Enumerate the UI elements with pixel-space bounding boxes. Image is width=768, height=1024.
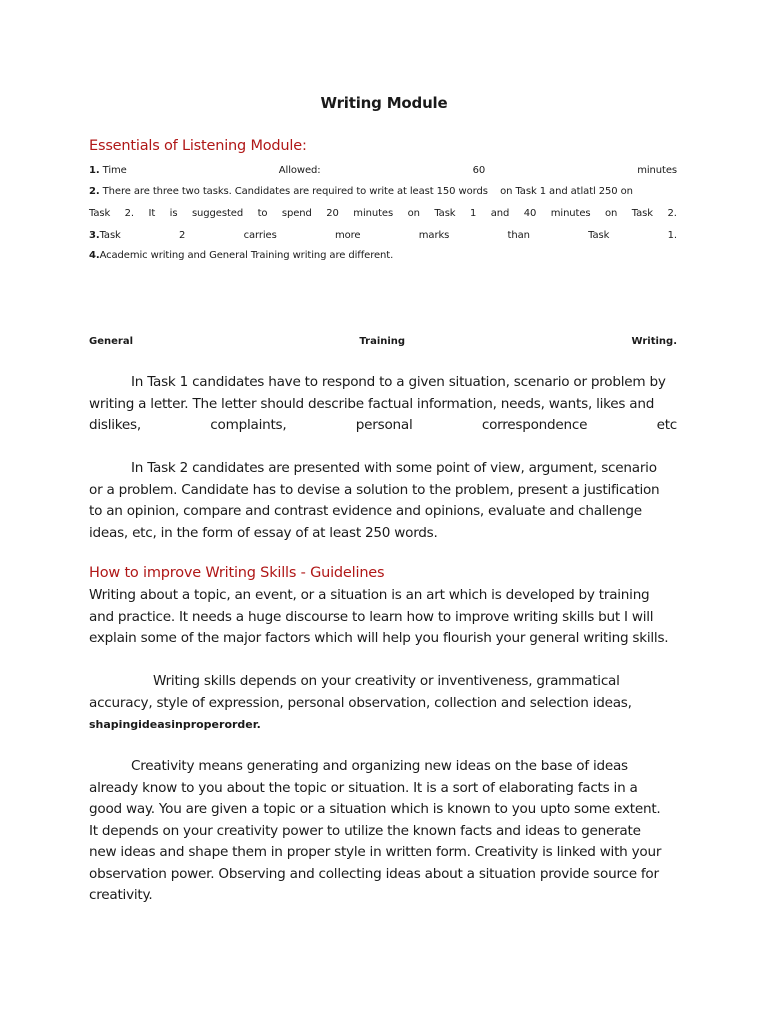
- word: complaints,: [210, 417, 287, 433]
- paragraph-line: or a problem. Candidate has to devise a solution to the problem, present a justification: [89, 481, 660, 498]
- word: 2.: [124, 208, 135, 219]
- paragraph-task1: [89, 372, 677, 437]
- paragraph-line: [89, 415, 677, 437]
- paragraph-line: accuracy, style of expression, personal observation, collection and selection ideas,: [89, 694, 632, 711]
- word: 2.: [667, 208, 677, 219]
- word: more: [334, 230, 361, 241]
- paragraph-creativity: [89, 756, 677, 907]
- paragraph-line: explain some of the major factors which will help you flourish your general writing skills.: [89, 630, 669, 646]
- paragraph-line: Writing about a topic, an event, or a situation is an art which is developed by training: [89, 587, 650, 603]
- word: Task: [434, 208, 456, 219]
- paragraph-skills: [89, 671, 677, 736]
- item-number: 4.: [89, 250, 100, 261]
- item-number: 1.: [89, 165, 100, 176]
- subheading-word: Writing.: [631, 336, 677, 347]
- word: 2: [179, 230, 186, 241]
- list-item-4: [89, 250, 677, 261]
- word: etc: [656, 417, 677, 433]
- paragraph-line: and practice. It needs a huge discourse to learn how to improve writing skills but I will: [89, 608, 654, 625]
- paragraph-line: new ideas and shape them in proper style in written form. Creativity is linked with your: [89, 844, 662, 860]
- paragraph-line: already know to you about the topic or situation. It is a sort of elaborating facts in a: [89, 779, 638, 796]
- list-item-3: 3.Task 2 carries more marks than Task 1.: [89, 230, 677, 241]
- word: Task: [631, 208, 653, 219]
- paragraph-line: Creativity means generating and organizing new ideas on the base of ideas: [131, 758, 628, 774]
- word: Task: [89, 208, 111, 219]
- paragraph-line: Writing skills depends on your creativity or inventiveness, grammatical: [153, 673, 620, 689]
- word: on: [605, 208, 618, 219]
- paragraph-task2: [89, 458, 677, 544]
- word: is: [169, 208, 178, 219]
- subheading-general-training: [89, 336, 677, 347]
- item-number: 3.: [89, 230, 100, 241]
- word: minutes: [550, 208, 591, 219]
- word: and: [490, 208, 510, 219]
- word: 40: [523, 208, 537, 219]
- word: spend: [281, 208, 312, 219]
- paragraph-line: In Task 1 candidates have to respond to a given situation, scenario or problem by: [131, 374, 666, 390]
- word: It: [148, 208, 156, 219]
- paragraph-line: In Task 2 candidates are presented with some point of view, argument, scenario: [131, 460, 657, 476]
- section-heading-guidelines: How to improve Writing Skills - Guidelines: [89, 565, 385, 581]
- page-title: Writing Module: [320, 94, 448, 112]
- item-text: Time: [102, 165, 127, 176]
- list-item-2: [89, 186, 677, 197]
- item-text: There are three two tasks. Candidates are required to write at least 150 words on Task 1 and atlatl 250 on: [102, 186, 633, 197]
- word: 1.: [667, 230, 677, 241]
- word: to: [257, 208, 268, 219]
- item-number: 2.: [89, 186, 100, 197]
- item-text: minutes: [637, 165, 677, 176]
- paragraph-line: observation power. Observing and collecting ideas about a situation provide source for: [89, 865, 659, 882]
- section-heading-listening: Essentials of Listening Module:: [89, 138, 307, 154]
- word: marks: [418, 230, 450, 241]
- paragraph-line: to an opinion, compare and contrast evidence and opinions, evaluate and challenge: [89, 503, 642, 519]
- word: carries: [243, 230, 277, 241]
- word: 1: [469, 208, 477, 219]
- paragraph-line: good way. You are given a topic or a situation which is known to you upto some extent.: [89, 801, 661, 817]
- word: suggested: [191, 208, 244, 219]
- paragraph-line: ideas, etc, in the form of essay of at least 250 words.: [89, 524, 438, 541]
- subheading-word: General: [89, 336, 133, 347]
- word: on: [407, 208, 420, 219]
- paragraph-line: creativity.: [89, 887, 153, 903]
- word: Task: [588, 230, 610, 241]
- list-item-2-continued: [89, 208, 677, 219]
- item-text: 60: [472, 165, 486, 176]
- list-item-1: [89, 165, 677, 176]
- word: 20: [326, 208, 339, 219]
- item-text-line: [89, 208, 677, 219]
- paragraph-line: shapingideasinproperorder.: [89, 718, 261, 731]
- word: than: [507, 230, 530, 241]
- paragraph-line: writing a letter. The letter should describe factual information, needs, wants, likes and: [89, 395, 655, 412]
- word: correspondence: [481, 417, 588, 433]
- word: dislikes,: [89, 417, 141, 433]
- item-text: Academic writing and General Training writing are different.: [99, 250, 394, 261]
- word: personal: [355, 417, 413, 433]
- subheading-word: Training: [359, 336, 406, 347]
- paragraph-intro: [89, 585, 677, 650]
- paragraph-line: It depends on your creativity power to utilize the known facts and ideas to generate: [89, 822, 641, 839]
- word: minutes: [353, 208, 394, 219]
- item-text: Allowed:: [278, 165, 321, 176]
